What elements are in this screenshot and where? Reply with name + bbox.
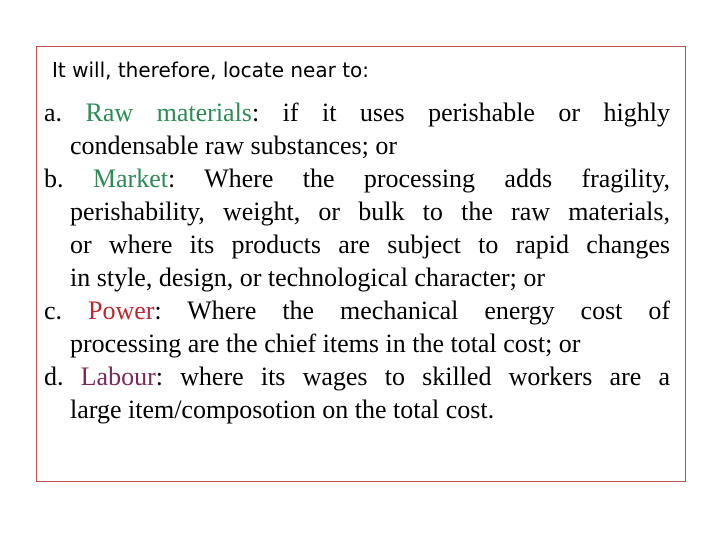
list-item-raw-materials (44, 96, 670, 162)
list-item-power (44, 294, 670, 360)
list-item-labour (44, 360, 670, 426)
list-item-text: : where its wages to skilled workers are a (155, 362, 670, 391)
list-item-continuation: perishability, weight, or bulk to the raw materials, (70, 197, 670, 226)
list-item-first-line (44, 162, 670, 195)
keyword-market: Market (92, 164, 168, 193)
list-item-market (44, 162, 670, 294)
location-list (44, 96, 670, 426)
list-marker: d. (44, 362, 64, 391)
list-item-first-line (44, 294, 670, 327)
keyword-labour: Labour (80, 362, 156, 391)
intro-text: It will, therefore, locate near to: (52, 58, 370, 82)
list-item-continuation: processing are the chief items in the total cost; or (70, 329, 581, 358)
keyword-power: Power (87, 296, 155, 325)
keyword-raw-materials: Raw materials (85, 98, 252, 127)
list-item-text: : if it uses perishable or highly (251, 98, 671, 127)
list-item-continuation: in style, design, or technological character; or (70, 263, 546, 292)
list-item-first-line (44, 360, 670, 393)
list-item-text: : Where the processing adds fragility, (167, 164, 671, 193)
list-marker: a. (44, 98, 63, 127)
list-item-continuation: large item/composotion on the total cost. (70, 395, 495, 424)
list-marker: c. (44, 296, 63, 325)
list-item-continuation: condensable raw substances; or (70, 131, 398, 160)
list-item-text: : Where the mechanical energy cost of (154, 296, 670, 325)
list-item-first-line (44, 96, 670, 129)
list-marker: b. (44, 164, 64, 193)
list-item-continuation: or where its products are subject to rapid changes (70, 230, 670, 259)
